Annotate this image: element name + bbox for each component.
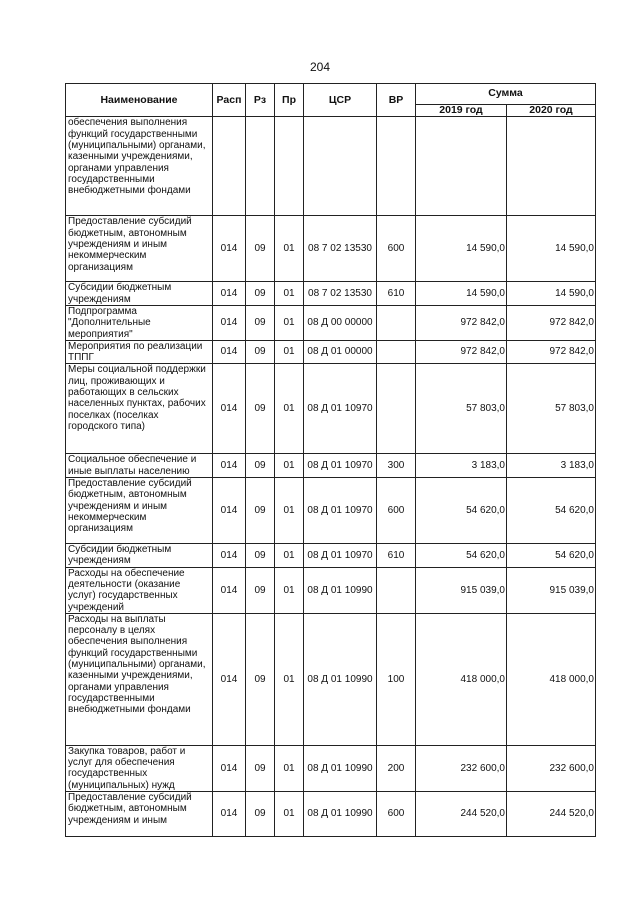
- cell-sum-2020: 54 620,0: [507, 478, 596, 544]
- cell-csr: 08 7 02 13530: [304, 282, 377, 306]
- cell-rz: [246, 117, 275, 216]
- cell-sum-2019: [416, 117, 507, 216]
- cell-sum-2019: 418 000,0: [416, 613, 507, 745]
- cell-pr: 01: [275, 216, 304, 282]
- cell-pr: 01: [275, 454, 304, 478]
- cell-rz: 09: [246, 282, 275, 306]
- cell-vr: 600: [377, 478, 416, 544]
- cell-sum-2020: 244 520,0: [507, 792, 596, 837]
- cell-sum-2019: 972 842,0: [416, 306, 507, 341]
- cell-csr: 08 Д 01 10970: [304, 364, 377, 454]
- cell-vr: 610: [377, 544, 416, 568]
- cell-pr: 01: [275, 340, 304, 364]
- cell-vr: 300: [377, 454, 416, 478]
- cell-name: Предоставление субсидий бюджетным, автономным учреждениям и иным некоммерческим организациям: [66, 216, 213, 282]
- cell-sum-2020: 14 590,0: [507, 282, 596, 306]
- cell-sum-2019: 3 183,0: [416, 454, 507, 478]
- cell-sum-2019: 972 842,0: [416, 340, 507, 364]
- cell-rasp: 014: [213, 613, 246, 745]
- cell-rz: 09: [246, 792, 275, 837]
- table-row: [66, 340, 596, 364]
- header-rasp: Расп: [213, 84, 246, 117]
- header-vr: ВР: [377, 84, 416, 117]
- cell-rz: 09: [246, 745, 275, 791]
- cell-csr: 08 7 02 13530: [304, 216, 377, 282]
- table-row: [66, 282, 596, 306]
- cell-csr: 08 Д 01 10970: [304, 478, 377, 544]
- cell-rasp: 014: [213, 340, 246, 364]
- header-rz: Рз: [246, 84, 275, 117]
- cell-rasp: 014: [213, 306, 246, 341]
- cell-pr: 01: [275, 364, 304, 454]
- cell-rasp: 014: [213, 544, 246, 568]
- table-row: [66, 567, 596, 613]
- cell-vr: 100: [377, 613, 416, 745]
- cell-rz: 09: [246, 216, 275, 282]
- cell-csr: 08 Д 01 10970: [304, 454, 377, 478]
- cell-rz: 09: [246, 478, 275, 544]
- cell-pr: 01: [275, 792, 304, 837]
- cell-name: Расходы на выплаты персоналу в целях обеспечения выполнения функций государственными (муниципальными) органами, казенными учреждениями, органами управления государственными внебюджетными фондами: [66, 613, 213, 745]
- cell-rz: 09: [246, 454, 275, 478]
- cell-vr: 600: [377, 216, 416, 282]
- cell-name: Предоставление субсидий бюджетным, автономным учреждениям и иным: [66, 792, 213, 837]
- cell-sum-2019: 244 520,0: [416, 792, 507, 837]
- header-csr: ЦСР: [304, 84, 377, 117]
- cell-name: обеспечения выполнения функций государственными (муниципальными) органами, казенными учреждениями, органами управления государственными внебюджетными фондами: [66, 117, 213, 216]
- cell-rasp: 014: [213, 454, 246, 478]
- cell-rasp: 014: [213, 792, 246, 837]
- budget-table: [65, 83, 596, 837]
- cell-name: Мероприятия по реализации ТППГ: [66, 340, 213, 364]
- cell-name: Предоставление субсидий бюджетным, автономным учреждениям и иным некоммерческим организациям: [66, 478, 213, 544]
- cell-csr: 08 Д 01 10990: [304, 745, 377, 791]
- cell-sum-2020: 57 803,0: [507, 364, 596, 454]
- cell-vr: 200: [377, 745, 416, 791]
- cell-sum-2019: 915 039,0: [416, 567, 507, 613]
- table-row: [66, 117, 596, 216]
- cell-pr: 01: [275, 544, 304, 568]
- cell-vr: 610: [377, 282, 416, 306]
- cell-sum-2020: 3 183,0: [507, 454, 596, 478]
- cell-pr: 01: [275, 745, 304, 791]
- header-name: Наименование: [66, 84, 213, 117]
- cell-vr: 600: [377, 792, 416, 837]
- table-row: [66, 306, 596, 341]
- cell-vr: [377, 306, 416, 341]
- cell-name: Меры социальной поддержки лиц, проживающих и работающих в сельских населенных пунктах, рабочих поселках (поселках городского типа): [66, 364, 213, 454]
- cell-sum-2019: 54 620,0: [416, 478, 507, 544]
- table-body: [66, 117, 596, 837]
- cell-rasp: 014: [213, 216, 246, 282]
- table-row: [66, 216, 596, 282]
- cell-csr: 08 Д 01 10990: [304, 613, 377, 745]
- cell-rz: 09: [246, 364, 275, 454]
- cell-sum-2020: 915 039,0: [507, 567, 596, 613]
- table-row: [66, 544, 596, 568]
- table-row: [66, 454, 596, 478]
- cell-pr: 01: [275, 478, 304, 544]
- cell-csr: [304, 117, 377, 216]
- table-row: [66, 792, 596, 837]
- cell-vr: [377, 117, 416, 216]
- table-row: [66, 364, 596, 454]
- cell-sum-2020: 972 842,0: [507, 340, 596, 364]
- cell-sum-2020: 418 000,0: [507, 613, 596, 745]
- cell-rasp: 014: [213, 282, 246, 306]
- cell-rz: 09: [246, 613, 275, 745]
- cell-sum-2020: 972 842,0: [507, 306, 596, 341]
- header-2020: 2020 год: [507, 105, 596, 117]
- cell-rz: 09: [246, 544, 275, 568]
- table-row: [66, 478, 596, 544]
- cell-pr: 01: [275, 306, 304, 341]
- cell-name: Социальное обеспечение и иные выплаты населению: [66, 454, 213, 478]
- cell-rz: 09: [246, 340, 275, 364]
- cell-name: Закупка товаров, работ и услуг для обеспечения государственных (муниципальных) нужд: [66, 745, 213, 791]
- cell-rasp: 014: [213, 567, 246, 613]
- cell-name: Субсидии бюджетным учреждениям: [66, 544, 213, 568]
- cell-name: Подпрограмма "Дополнительные мероприятия": [66, 306, 213, 341]
- cell-pr: 01: [275, 567, 304, 613]
- cell-pr: 01: [275, 282, 304, 306]
- cell-rasp: 014: [213, 478, 246, 544]
- cell-sum-2019: 14 590,0: [416, 282, 507, 306]
- cell-sum-2019: 54 620,0: [416, 544, 507, 568]
- header-sum: Сумма: [416, 84, 596, 105]
- cell-csr: 08 Д 00 00000: [304, 306, 377, 341]
- cell-rasp: 014: [213, 364, 246, 454]
- cell-sum-2020: 14 590,0: [507, 216, 596, 282]
- cell-pr: [275, 117, 304, 216]
- cell-rz: 09: [246, 567, 275, 613]
- cell-vr: [377, 364, 416, 454]
- cell-rasp: [213, 117, 246, 216]
- page-number: 204: [309, 60, 331, 74]
- cell-sum-2020: 232 600,0: [507, 745, 596, 791]
- cell-csr: 08 Д 01 10970: [304, 544, 377, 568]
- cell-rz: 09: [246, 306, 275, 341]
- header-2019: 2019 год: [416, 105, 507, 117]
- cell-vr: [377, 567, 416, 613]
- cell-csr: 08 Д 01 10990: [304, 567, 377, 613]
- cell-name: Расходы на обеспечение деятельности (оказание услуг) государственных учреждений: [66, 567, 213, 613]
- cell-sum-2020: [507, 117, 596, 216]
- cell-rasp: 014: [213, 745, 246, 791]
- cell-name: Субсидии бюджетным учреждениям: [66, 282, 213, 306]
- table-row: [66, 613, 596, 745]
- table-row: [66, 745, 596, 791]
- cell-sum-2019: 57 803,0: [416, 364, 507, 454]
- cell-sum-2020: 54 620,0: [507, 544, 596, 568]
- cell-pr: 01: [275, 613, 304, 745]
- cell-vr: [377, 340, 416, 364]
- cell-sum-2019: 14 590,0: [416, 216, 507, 282]
- cell-csr: 08 Д 01 10990: [304, 792, 377, 837]
- header-pr: Пр: [275, 84, 304, 117]
- cell-csr: 08 Д 01 00000: [304, 340, 377, 364]
- cell-sum-2019: 232 600,0: [416, 745, 507, 791]
